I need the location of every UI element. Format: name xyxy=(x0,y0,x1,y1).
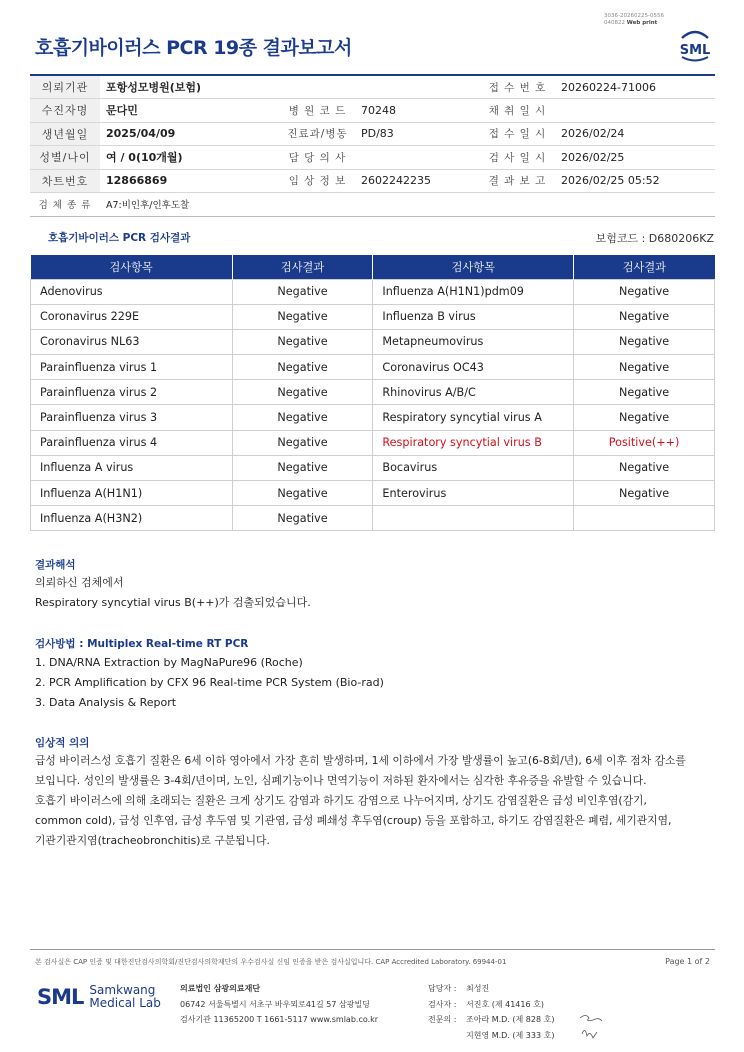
table-row: Parainfluenza virus 4 Negative Respiratory syncytial virus B Positive(++) xyxy=(31,430,715,455)
info-row: 의뢰기관 포항성모병원(보험) 접 수 번 호 20260224-71006 xyxy=(30,75,715,99)
positive-result-name: Respiratory syncytial virus B xyxy=(373,430,574,455)
info-row: 생년월일 2025/04/09 진료과/병동 PD/83 접 수 일 시 2026/02/24 xyxy=(30,122,715,146)
table-row: Influenza A virus Negative Bocavirus Negative xyxy=(31,455,715,480)
column-header: 검사항목 xyxy=(373,255,574,279)
table-row: Parainfluenza virus 2 Negative Rhinovirus A/B/C Negative xyxy=(31,380,715,405)
table-row: Influenza A(H3N2) Negative xyxy=(31,506,715,531)
organization-info: 의료법인 삼광의료재단 06742 서울특별시 서초구 바우뫼로41길 57 삼광빌딩 검사기관 11365200 T 1661-5117 www.smlab.co.kr xyxy=(180,984,379,1024)
info-row: 수진자명 문다민 병 원 코 드 70248 채 취 일 시 xyxy=(30,99,715,123)
signature-icon xyxy=(577,1012,605,1042)
table-row: Coronavirus NL63 Negative Metapneumovirus Negative xyxy=(31,329,715,354)
method-steps: 1. DNA/RNA Extraction by MagNaPure96 (Roche) 2. PCR Amplification by CFX 96 Real-time PCR System (Bio-rad) 3. Data Analysis & Report xyxy=(35,656,384,709)
clinical-text: 급성 바이러스성 호흡기 질환은 6세 이하 영아에서 가장 흔히 발생하며, 1세 이하에서 가장 발생률이 높고(6-8회/년), 6세 이후 점차 감소를 보입니다. 성인의 발생률은 3-4회/년이며, 노인, 심폐기능이나 면역기능이 저하된 환자에서는 심각한 후유증을 유발할 수 있습니다. 호흡기 바이러스에 의해 초래되는 질환은 크게 상기도 감염과 하기도 감염으로 나누어지며, 상기도 감염질환은 급성 비인후염(감기, common cold), 급성 인후염, 급성 후두염 및 기관염, 급성 폐쇄성 후두염(croup) 등을 포함하고, 하기도 감염질환은 폐렴, 세기관지염, 기관기관지염(tracheobronchitis)로 구분됩니다. xyxy=(35,754,686,847)
patient-info-table xyxy=(30,74,715,217)
table-row: Influenza A(H1N1) Negative Enterovirus Negative xyxy=(31,481,715,506)
page-number: Page 1 of 2 xyxy=(665,957,710,966)
accreditation-notice: 본 검사실은 CAP 인증 및 대한진단검사의학회/진단검사의학재단의 우수검사실 신임 인증을 받은 검사실입니다. CAP Accredited Laboratory. 69944-01 xyxy=(35,958,507,966)
sml-logo-icon xyxy=(676,24,714,64)
column-header: 검사항목 xyxy=(31,255,233,279)
staff-row: 검사자 : 서진호 (제 41416 호) xyxy=(428,999,544,1009)
method-title: 검사방법 : Multiplex Real-time RT PCR xyxy=(35,638,249,650)
table-row: Parainfluenza virus 3 Negative Respiratory syncytial virus A Negative xyxy=(31,405,715,430)
svg-text:SML: SML xyxy=(679,43,711,58)
clinical-title: 임상적 의의 xyxy=(35,737,90,749)
footer-logo-mark: SML xyxy=(37,985,84,1009)
positive-result-value: Positive(++) xyxy=(574,430,715,455)
staff-row: 지현영 M.D. (제 333 호) xyxy=(466,1030,555,1040)
document-id: 3036-20260225-0556 040822 Web print xyxy=(604,13,664,26)
column-header: 검사결과 xyxy=(232,255,373,279)
results-header-row xyxy=(31,255,715,279)
staff-row: 전문의 : 조아라 M.D. (제 828 호) xyxy=(428,1015,555,1024)
info-row: 성별/나이 여 / 0(10개월) 담 당 의 사 검 사 일 시 2026/02/25 xyxy=(30,146,715,170)
results-table xyxy=(30,255,715,531)
footer-divider xyxy=(30,949,715,950)
staff-info xyxy=(428,981,554,1043)
footer-logo xyxy=(37,984,161,1010)
info-row: 검 체 종 류 A7:비인후/인후도찰 xyxy=(30,193,715,217)
page-title: 호흡기바이러스 PCR 19종 결과보고서 xyxy=(35,37,352,59)
column-header: 검사결과 xyxy=(574,255,715,279)
staff-row: 담당자 : 최성진 xyxy=(428,984,490,993)
results-section-title: 호흡기바이러스 PCR 검사결과 xyxy=(48,232,191,244)
table-row: Adenovirus Negative Influenza A(H1N1)pdm09 Negative xyxy=(31,279,715,304)
insurance-code: 보험코드 : D680206KZ xyxy=(595,232,714,245)
interpretation-text: 의뢰하신 검체에서 Respiratory syncytial virus B(++)가 검출되었습니다. xyxy=(35,576,311,609)
table-row: Coronavirus 229E Negative Influenza B virus Negative xyxy=(31,304,715,329)
footer-logo-name: Samkwang Medical Lab xyxy=(89,983,161,1010)
info-row: 차트번호 12866869 임 상 정 보 2602242235 결 과 보 고 2026/02/25 05:52 xyxy=(30,169,715,193)
table-row: Parainfluenza virus 1 Negative Coronavirus OC43 Negative xyxy=(31,355,715,380)
interpretation-title: 결과해석 xyxy=(35,559,76,571)
